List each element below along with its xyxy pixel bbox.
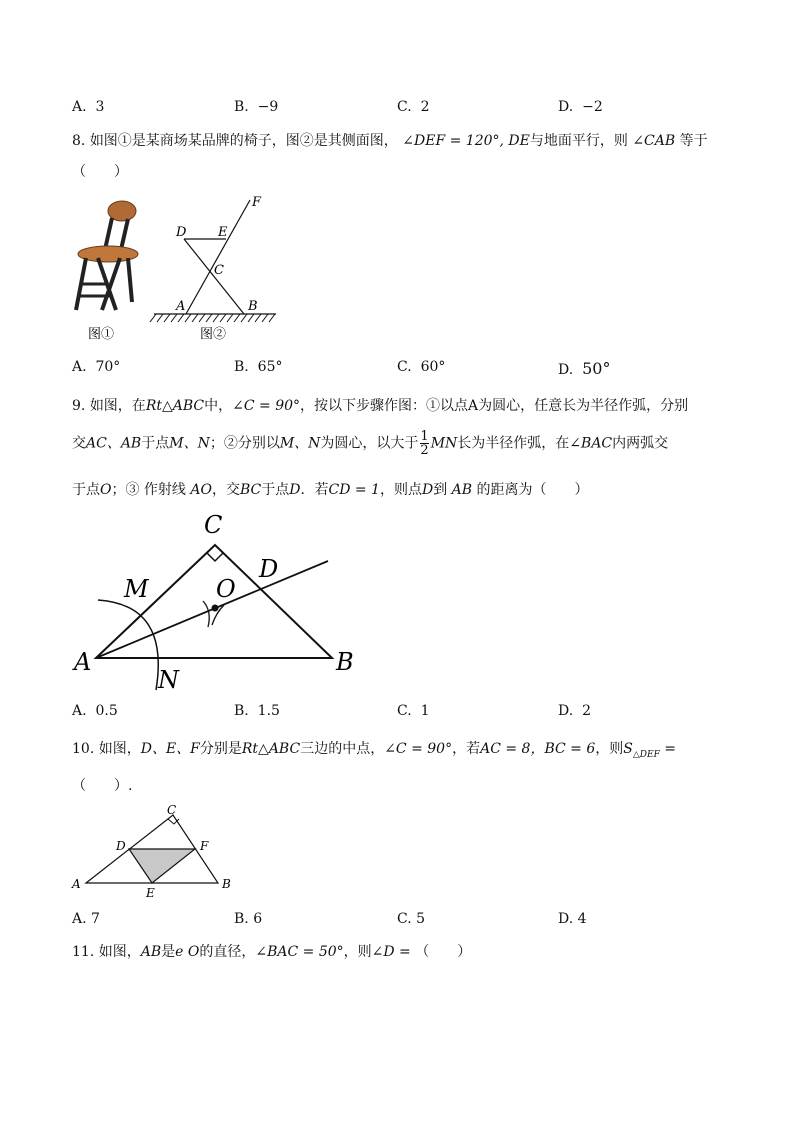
label-d: D	[116, 839, 126, 853]
label-d: D	[259, 555, 279, 583]
label-b: B	[248, 299, 258, 314]
label-b: B	[222, 877, 231, 891]
q9-stem-line2: 交AC、AB于点M、N；②分别以M、N为圆心，以大于 $\frac{1}{2}$ MN长为半径作弧，在∠BAC内两弧交	[72, 429, 669, 458]
q7-option-a: A. 3	[72, 99, 105, 115]
q8-option-c: C. 60°	[397, 359, 446, 375]
label-e: E	[218, 225, 228, 240]
q10-option-b: B. 6	[234, 911, 263, 927]
q9-stem-line3: 于点O；③ 作射线 AO，交BC于点D．若CD = 1，则点D到 AB 的距离为（ ）	[72, 482, 589, 498]
q9-option-b: B. 1.5	[234, 703, 280, 719]
right-angle-mark	[207, 553, 223, 561]
q8-paren: （ ）	[72, 164, 128, 180]
label-a: A	[74, 648, 92, 676]
label-a: A	[176, 299, 186, 314]
triangle-def	[129, 849, 195, 883]
q7-options	[0, 99, 794, 119]
q7-option-d: D. −2	[558, 99, 603, 115]
label-e: E	[146, 886, 155, 900]
q8-option-d: D. 50°	[558, 359, 611, 378]
q7-option-c: C. 2	[397, 99, 430, 115]
label-m: M	[124, 575, 149, 603]
fig1-caption: 图①	[88, 327, 115, 342]
label-c: C	[204, 511, 223, 539]
label-d: D	[176, 225, 187, 240]
q8-stem: 8. 如图①是某商场某品牌的椅子，图②是其侧面图， ∠DEF = 120°, DE与地面平行，则 ∠CAB 等于	[72, 133, 708, 149]
label-f: F	[252, 195, 262, 210]
q9-stem-line1: 9. 如图，在Rt△ABC中，∠C = 90°，按以下步骤作图：①以点A为圆心，任意长为半径作弧，分别	[72, 398, 689, 414]
label-c: C	[214, 263, 224, 278]
q9-option-c: C. 1	[397, 703, 430, 719]
q9-options	[0, 703, 794, 723]
q8-option-a: A. 70°	[72, 359, 121, 375]
q11-stem: 11. 如图，AB是e O的直径，∠BAC = 50°，则∠D = （ ）	[72, 944, 472, 960]
q10-figure	[66, 800, 246, 900]
label-o: O	[216, 575, 236, 603]
q10-paren: （ ）.	[72, 778, 133, 794]
q7-option-b: B. −9	[234, 99, 279, 115]
point-o	[212, 605, 219, 612]
q10-option-d: D. 4	[558, 911, 587, 927]
q10-options	[0, 911, 794, 931]
fraction-one-half: $\frac{1}{2}$	[420, 429, 429, 458]
q8-figure	[68, 192, 288, 342]
fig2-caption: 图②	[200, 327, 227, 342]
q8-options	[0, 359, 794, 379]
q9-figure	[60, 505, 380, 700]
q8-option-b: B. 65°	[234, 359, 283, 375]
q9-option-d: D. 2	[558, 703, 592, 719]
label-c: C	[167, 803, 177, 817]
q10-stem: 10. 如图，D、E、F分别是Rt△ABC三边的中点，∠C = 90°，若AC = 8，BC = 6，则$S_{\triangle DEF}$ =	[72, 741, 676, 760]
q10-option-c: C. 5	[397, 911, 426, 927]
label-b: B	[336, 648, 354, 676]
label-n: N	[158, 666, 179, 694]
q9-option-a: A. 0.5	[72, 703, 118, 719]
label-a: A	[72, 877, 81, 891]
chair-image	[76, 201, 138, 310]
arc-o1	[203, 601, 209, 627]
q10-option-a: A. 7	[72, 911, 100, 927]
label-f: F	[200, 839, 209, 853]
